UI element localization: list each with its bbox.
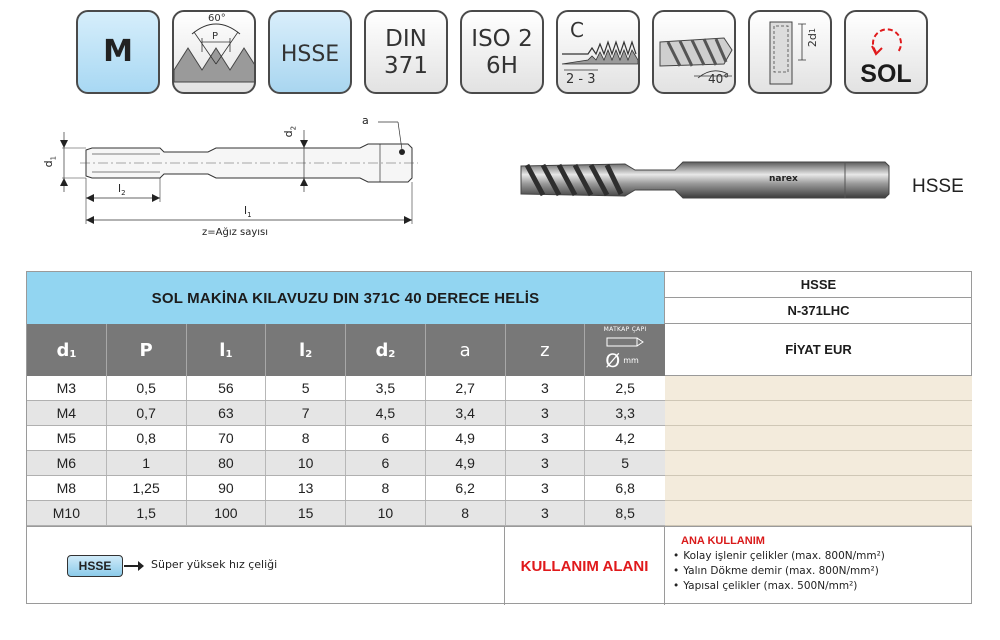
drill-unit: mm: [623, 356, 639, 365]
table-row: [27, 476, 665, 501]
legend-hsse-badge: HSSE: [67, 555, 123, 577]
cell-l1: 100: [187, 501, 267, 525]
thread-angle-label: 60°: [208, 13, 226, 24]
flutes-note: z=Ağız sayısı: [202, 227, 269, 238]
table-body: [27, 376, 665, 526]
table-footer: [27, 526, 972, 604]
cell-a: 6,2: [426, 476, 506, 500]
header-d1: d $_1$: [27, 324, 107, 376]
cell-a: 8: [426, 501, 506, 525]
cell-pitch: 1,5: [107, 501, 187, 525]
cell-drill: 5: [621, 455, 630, 471]
usage-item: • Kolay işlenir çelikler (max. 800N/mm²): [673, 549, 968, 564]
chamfer-form-label: C: [570, 18, 584, 42]
price-cell: [665, 501, 972, 526]
table-row: [27, 451, 665, 476]
header-pitch: P: [107, 324, 187, 376]
header-l1: l $_1$: [187, 324, 267, 376]
usage-heading: ANA KULLANIM: [681, 535, 765, 547]
header-z: z: [506, 324, 586, 376]
table-row: [27, 376, 665, 401]
a-label: a: [362, 114, 369, 127]
cell-l1: 56: [187, 376, 267, 400]
material-legend: [27, 527, 505, 605]
cell-d2: 4,5: [346, 401, 426, 425]
table-row: [27, 501, 665, 526]
diameter-symbol: Ø: [605, 350, 621, 372]
product-code-header: N-371LHC: [665, 298, 972, 324]
standard-line2: 371: [384, 53, 428, 79]
cell-d2: 8: [346, 476, 426, 500]
tap-technical-drawing: [40, 112, 420, 242]
price-cell: [665, 426, 972, 451]
cell-a: 2,7: [426, 376, 506, 400]
drill-caption: MATKAP ÇAPI: [603, 326, 647, 333]
cell-d1: M10: [27, 501, 107, 525]
din-standard-icon: [364, 10, 448, 94]
header-drill-diameter: [585, 324, 665, 376]
cell-z: 3: [506, 501, 586, 525]
table-row: [27, 401, 665, 426]
header-l2: l $_2$: [266, 324, 346, 376]
cell-l2: 5: [266, 376, 346, 400]
cell-d2: 6: [346, 451, 426, 475]
shank-tolerance-icon: [748, 10, 832, 94]
cell-pitch: 1: [107, 451, 187, 475]
photo-material-label: HSSE: [912, 176, 964, 197]
helix-angle-icon: [652, 10, 736, 94]
helix-angle-label: 40°: [708, 72, 730, 86]
usage-area-title: KULLANIM ALANI: [505, 527, 665, 605]
cell-l2: 7: [266, 401, 346, 425]
chamfer-form-icon: [556, 10, 640, 94]
cell-pitch: 0,7: [107, 401, 187, 425]
cell-drill: 2,5: [615, 380, 635, 396]
tolerance-line2: 6H: [486, 53, 518, 79]
cell-l2: 10: [266, 451, 346, 475]
product-table: [26, 271, 972, 604]
cell-d1: M5: [27, 426, 107, 450]
standard-line1: DIN: [385, 26, 427, 52]
usage-list: [673, 535, 968, 594]
cell-a: 4,9: [426, 426, 506, 450]
cell-drill: 4,2: [615, 430, 635, 446]
price-cell: [665, 401, 972, 426]
cell-l1: 90: [187, 476, 267, 500]
cell-d2: 3,5: [346, 376, 426, 400]
cell-a: 3,4: [426, 401, 506, 425]
table-row: [27, 426, 665, 451]
cell-d2: 6: [346, 426, 426, 450]
cell-l1: 70: [187, 426, 267, 450]
cell-l1: 63: [187, 401, 267, 425]
l2-label: $l_2$: [118, 182, 126, 198]
d1-label: $d_1$: [42, 155, 58, 168]
cell-z: 3: [506, 376, 586, 400]
metric-thread-icon: [76, 10, 160, 94]
tolerance-line1: ISO 2: [471, 26, 533, 52]
material-column-header: HSSE: [665, 272, 972, 298]
cell-l2: 15: [266, 501, 346, 525]
cell-d1: M3: [27, 376, 107, 400]
legend-text: Süper yüksek hız çeliği: [151, 558, 278, 571]
tap-product-photo: [515, 150, 895, 210]
l1-label: $l_1$: [244, 204, 252, 220]
brand-marking: narex: [769, 174, 798, 184]
cell-d1: M4: [27, 401, 107, 425]
cell-l2: 8: [266, 426, 346, 450]
material-label: HSSE: [280, 42, 340, 67]
pitch-label: P: [212, 31, 219, 42]
cell-d1: M8: [27, 476, 107, 500]
cell-a: 4,9: [426, 451, 506, 475]
cell-pitch: 0,8: [107, 426, 187, 450]
direction-label: SOL: [860, 60, 912, 88]
cell-pitch: 0,5: [107, 376, 187, 400]
cell-d1: M6: [27, 451, 107, 475]
cell-z: 3: [506, 401, 586, 425]
cell-drill: 3,3: [615, 405, 635, 421]
chamfer-threads-label: 2 - 3: [566, 72, 596, 87]
cell-z: 3: [506, 451, 586, 475]
cell-pitch: 1,25: [107, 476, 187, 500]
header-a: a: [426, 324, 506, 376]
hsse-material-icon: [268, 10, 352, 94]
legend-arrow-icon: [124, 565, 140, 567]
header-d2: d $_2$: [346, 324, 426, 376]
usage-item: • Yalın Dökme demir (max. 800N/mm²): [673, 564, 968, 579]
price-column: [665, 376, 972, 526]
cell-drill: 6,8: [615, 480, 635, 496]
shank-symbol-label: 2d1: [806, 28, 819, 48]
thread-type-label: M: [103, 34, 133, 69]
cell-z: 3: [506, 426, 586, 450]
left-hand-direction-icon: [844, 10, 928, 94]
cell-z: 3: [506, 476, 586, 500]
price-cell: [665, 451, 972, 476]
price-cell: [665, 376, 972, 401]
price-cell: [665, 476, 972, 501]
table-header-row: [27, 324, 665, 376]
cell-l1: 80: [187, 451, 267, 475]
cell-drill: 8,5: [615, 505, 635, 521]
feature-icon-strip: [76, 10, 926, 96]
price-header: FİYAT EUR: [665, 324, 972, 376]
cell-d2: 10: [346, 501, 426, 525]
d2-label: $d_2$: [282, 125, 298, 138]
cell-l2: 13: [266, 476, 346, 500]
thread-profile-icon: [172, 10, 256, 94]
iso-tolerance-icon: [460, 10, 544, 94]
usage-item: • Yapısal çelikler (max. 500N/mm²): [673, 579, 968, 594]
table-title: SOL MAKİNA KILAVUZU DIN 371C 40 DERECE HELİS: [27, 272, 665, 324]
drill-icon: [605, 335, 645, 349]
